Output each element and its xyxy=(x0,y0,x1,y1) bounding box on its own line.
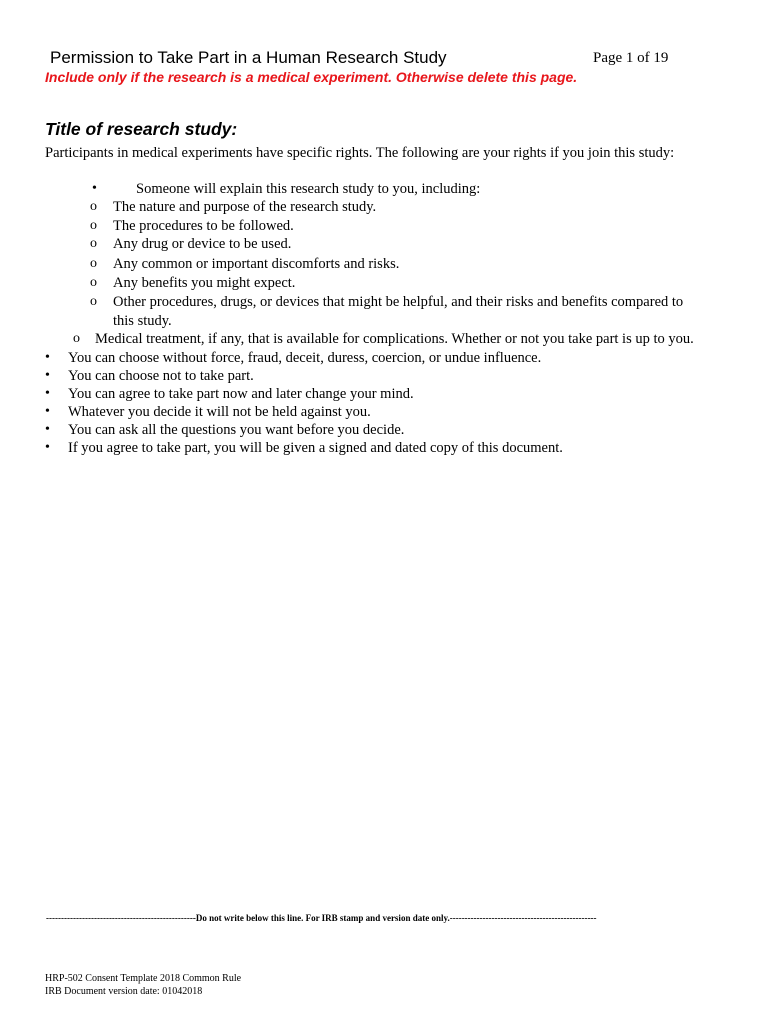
circle-marker: o xyxy=(90,236,97,251)
sub-list-item: The procedures to be followed. xyxy=(113,218,294,234)
sub-list-item-continuation: this study. xyxy=(113,313,172,329)
rights-list-item: You can ask all the questions you want before you decide. xyxy=(68,422,405,438)
sub-list-item: Any common or important discomforts and risks. xyxy=(113,256,400,272)
circle-marker: o xyxy=(90,294,97,309)
bullet-marker: • xyxy=(45,422,50,437)
rights-list-item: You can agree to take part now and later change your mind. xyxy=(68,386,414,402)
circle-marker: o xyxy=(90,199,97,214)
footer-template-name: HRP-502 Consent Template 2018 Common Rule xyxy=(45,973,242,984)
bullet-marker: • xyxy=(45,404,50,419)
rights-list-item: You can choose not to take part. xyxy=(68,368,254,384)
rights-list-item: You can choose without force, fraud, deceit, duress, coercion, or undue influence. xyxy=(68,350,542,366)
circle-marker: o xyxy=(90,275,97,290)
rights-list-item: If you agree to take part, you will be given a signed and dated copy of this document. xyxy=(68,440,563,456)
intro-paragraph: Participants in medical experiments have specific rights. The following are your rights if you join this study: xyxy=(45,145,675,161)
list-item-explain: Someone will explain this research study to you, including: xyxy=(136,181,481,197)
footer-version-date: IRB Document version date: 01042018 xyxy=(45,986,203,997)
document-title: Permission to Take Part in a Human Research Study xyxy=(50,48,447,67)
bullet-marker: • xyxy=(45,350,50,365)
sub-list-item: Medical treatment, if any, that is available for complications. Whether or not you take part is up to you. xyxy=(95,331,694,347)
sub-list-item: Any benefits you might expect. xyxy=(113,275,296,291)
bullet-marker: • xyxy=(45,368,50,383)
page-number: Page 1 of 19 xyxy=(593,50,669,66)
study-title-heading: Title of research study: xyxy=(45,119,238,139)
sub-list-item: Other procedures, drugs, or devices that might be helpful, and their risks and benefits compared to xyxy=(113,294,684,310)
bullet-marker: • xyxy=(92,181,97,196)
irb-separator-line: --------------------------------------------------Do not write below this line. For IRB stamp and version date only.------------------------------------------------- xyxy=(46,913,597,923)
rights-list-item: Whatever you decide it will not be held against you. xyxy=(68,404,371,420)
circle-marker: o xyxy=(90,218,97,233)
sub-list-item: The nature and purpose of the research study. xyxy=(113,199,377,215)
circle-marker: o xyxy=(73,331,80,346)
bullet-marker: • xyxy=(45,440,50,455)
bullet-marker: • xyxy=(45,386,50,401)
template-instruction: Include only if the research is a medical experiment. Otherwise delete this page. xyxy=(45,69,578,85)
circle-marker: o xyxy=(90,256,97,271)
sub-list-item: Any drug or device to be used. xyxy=(113,236,292,252)
